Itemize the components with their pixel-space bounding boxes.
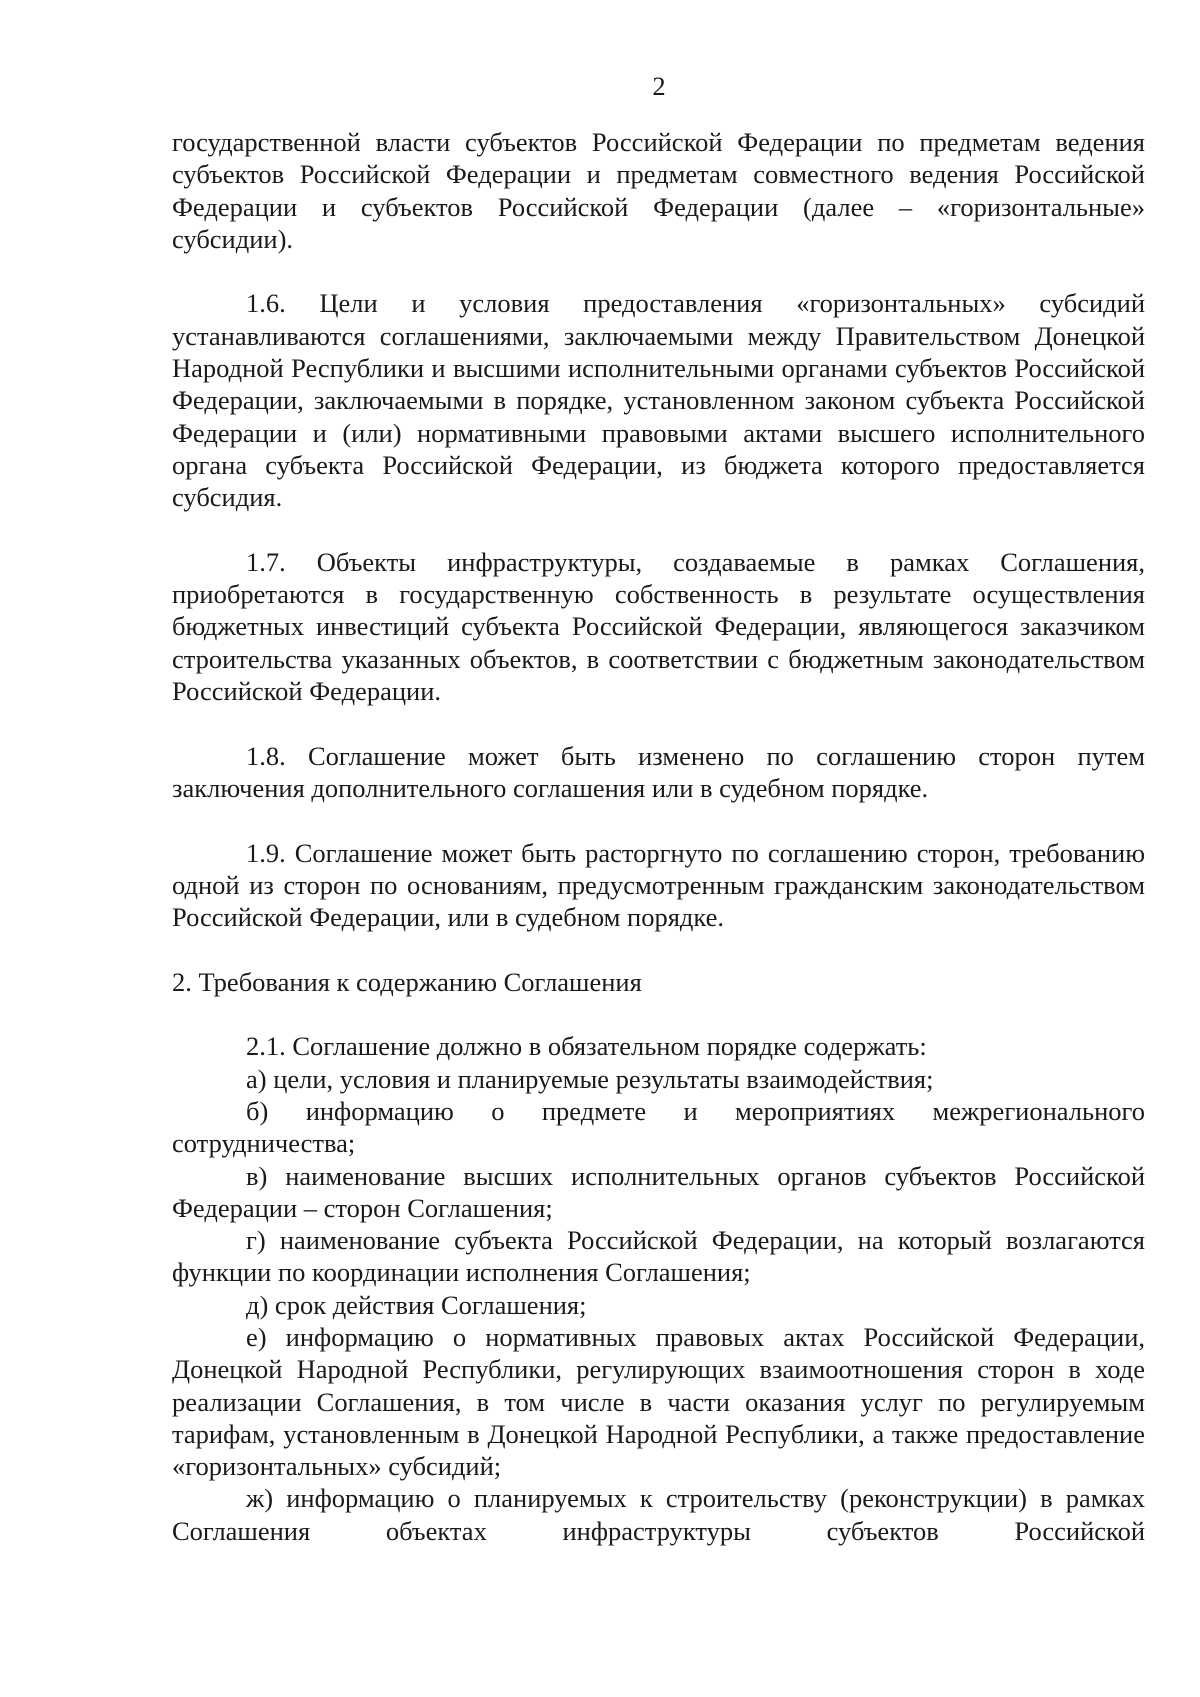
paragraph-2-1: 2.1. Соглашение должно в обязательном порядке содержать: [246,1031,927,1062]
paragraph-1-9: 1.9. Соглашение может быть расторгнуто по соглашению сторон, требованию одной из сторон по основаниям, предусмотренным гражданским законодательством Российской Федерации, или в судебном порядке. [172,837,1145,933]
paragraph-1-6: 1.6. Цели и условия предоставления «горизонтальных» субсидий устанавливаются соглашениями, заключаемыми между Правительством Донецкой Народной Республики и высшими исполнительными органами субъектов Российской Федерации, заключаемыми в порядке, установленном законом субъекта Российской Федерации и (или) нормативными правовыми актами высшего исполнительного органа субъекта Российской Федерации, из бюджета которого предоставляется субсидия. [172,288,1145,513]
document-body [172,126,1145,1547]
list-item-e: е) информацию о нормативных правовых актах Российской Федерации, Донецкой Народной Республики, регулирующих взаимоотношения сторон в ходе реализации Соглашения, в том числе в части оказания услуг по регулируемым тарифам, установленным в Донецкой Народной Республики, а также предоставление «горизонтальных» субсидий; [172,1321,1145,1482]
paragraph-1-5-continuation: государственной власти субъектов Российской Федерации по предметам ведения субъектов Российской Федерации и предметам совместного ведения Российской Федерации и субъектов Российской Федерации (далее – «горизонтальные» субсидии). [172,127,1145,254]
paragraph-1-8: 1.8. Соглашение может быть изменено по соглашению сторон путем заключения дополнительного соглашения или в судебном порядке. [172,740,1145,803]
list-item-v: в) наименование высших исполнительных органов субъектов Российской Федерации – сторон Соглашения; [172,1160,1145,1223]
list-item-d: д) срок действия Соглашения; [246,1289,587,1320]
section-2-heading: 2. Требования к содержанию Соглашения [172,966,642,997]
list-item-b: б) информацию о предмете и мероприятиях межрегионального сотрудничества; [172,1095,1145,1159]
page-number: 2 [652,71,666,101]
paragraph-1-7: 1.7. Объекты инфраструктуры, создаваемые в рамках Соглашения, приобретаются в государственную собственность в результате осуществления бюджетных инвестиций субъекта Российской Федерации, являющегося заказчиком строительства указанных объектов, в соответствии с бюджетным законодательством Российской Федерации. [172,546,1145,707]
list-item-g: г) наименование субъекта Российской Федерации, на который возлагаются функции по координации исполнения Соглашения; [172,1225,1145,1288]
list-item-a: а) цели, условия и планируемые результаты взаимодействия; [246,1063,934,1094]
list-item-zh: ж) информацию о планируемых к строительству (реконструкции) в рамках Соглашения объектах инфраструктуры субъектов Российской [172,1483,1145,1546]
